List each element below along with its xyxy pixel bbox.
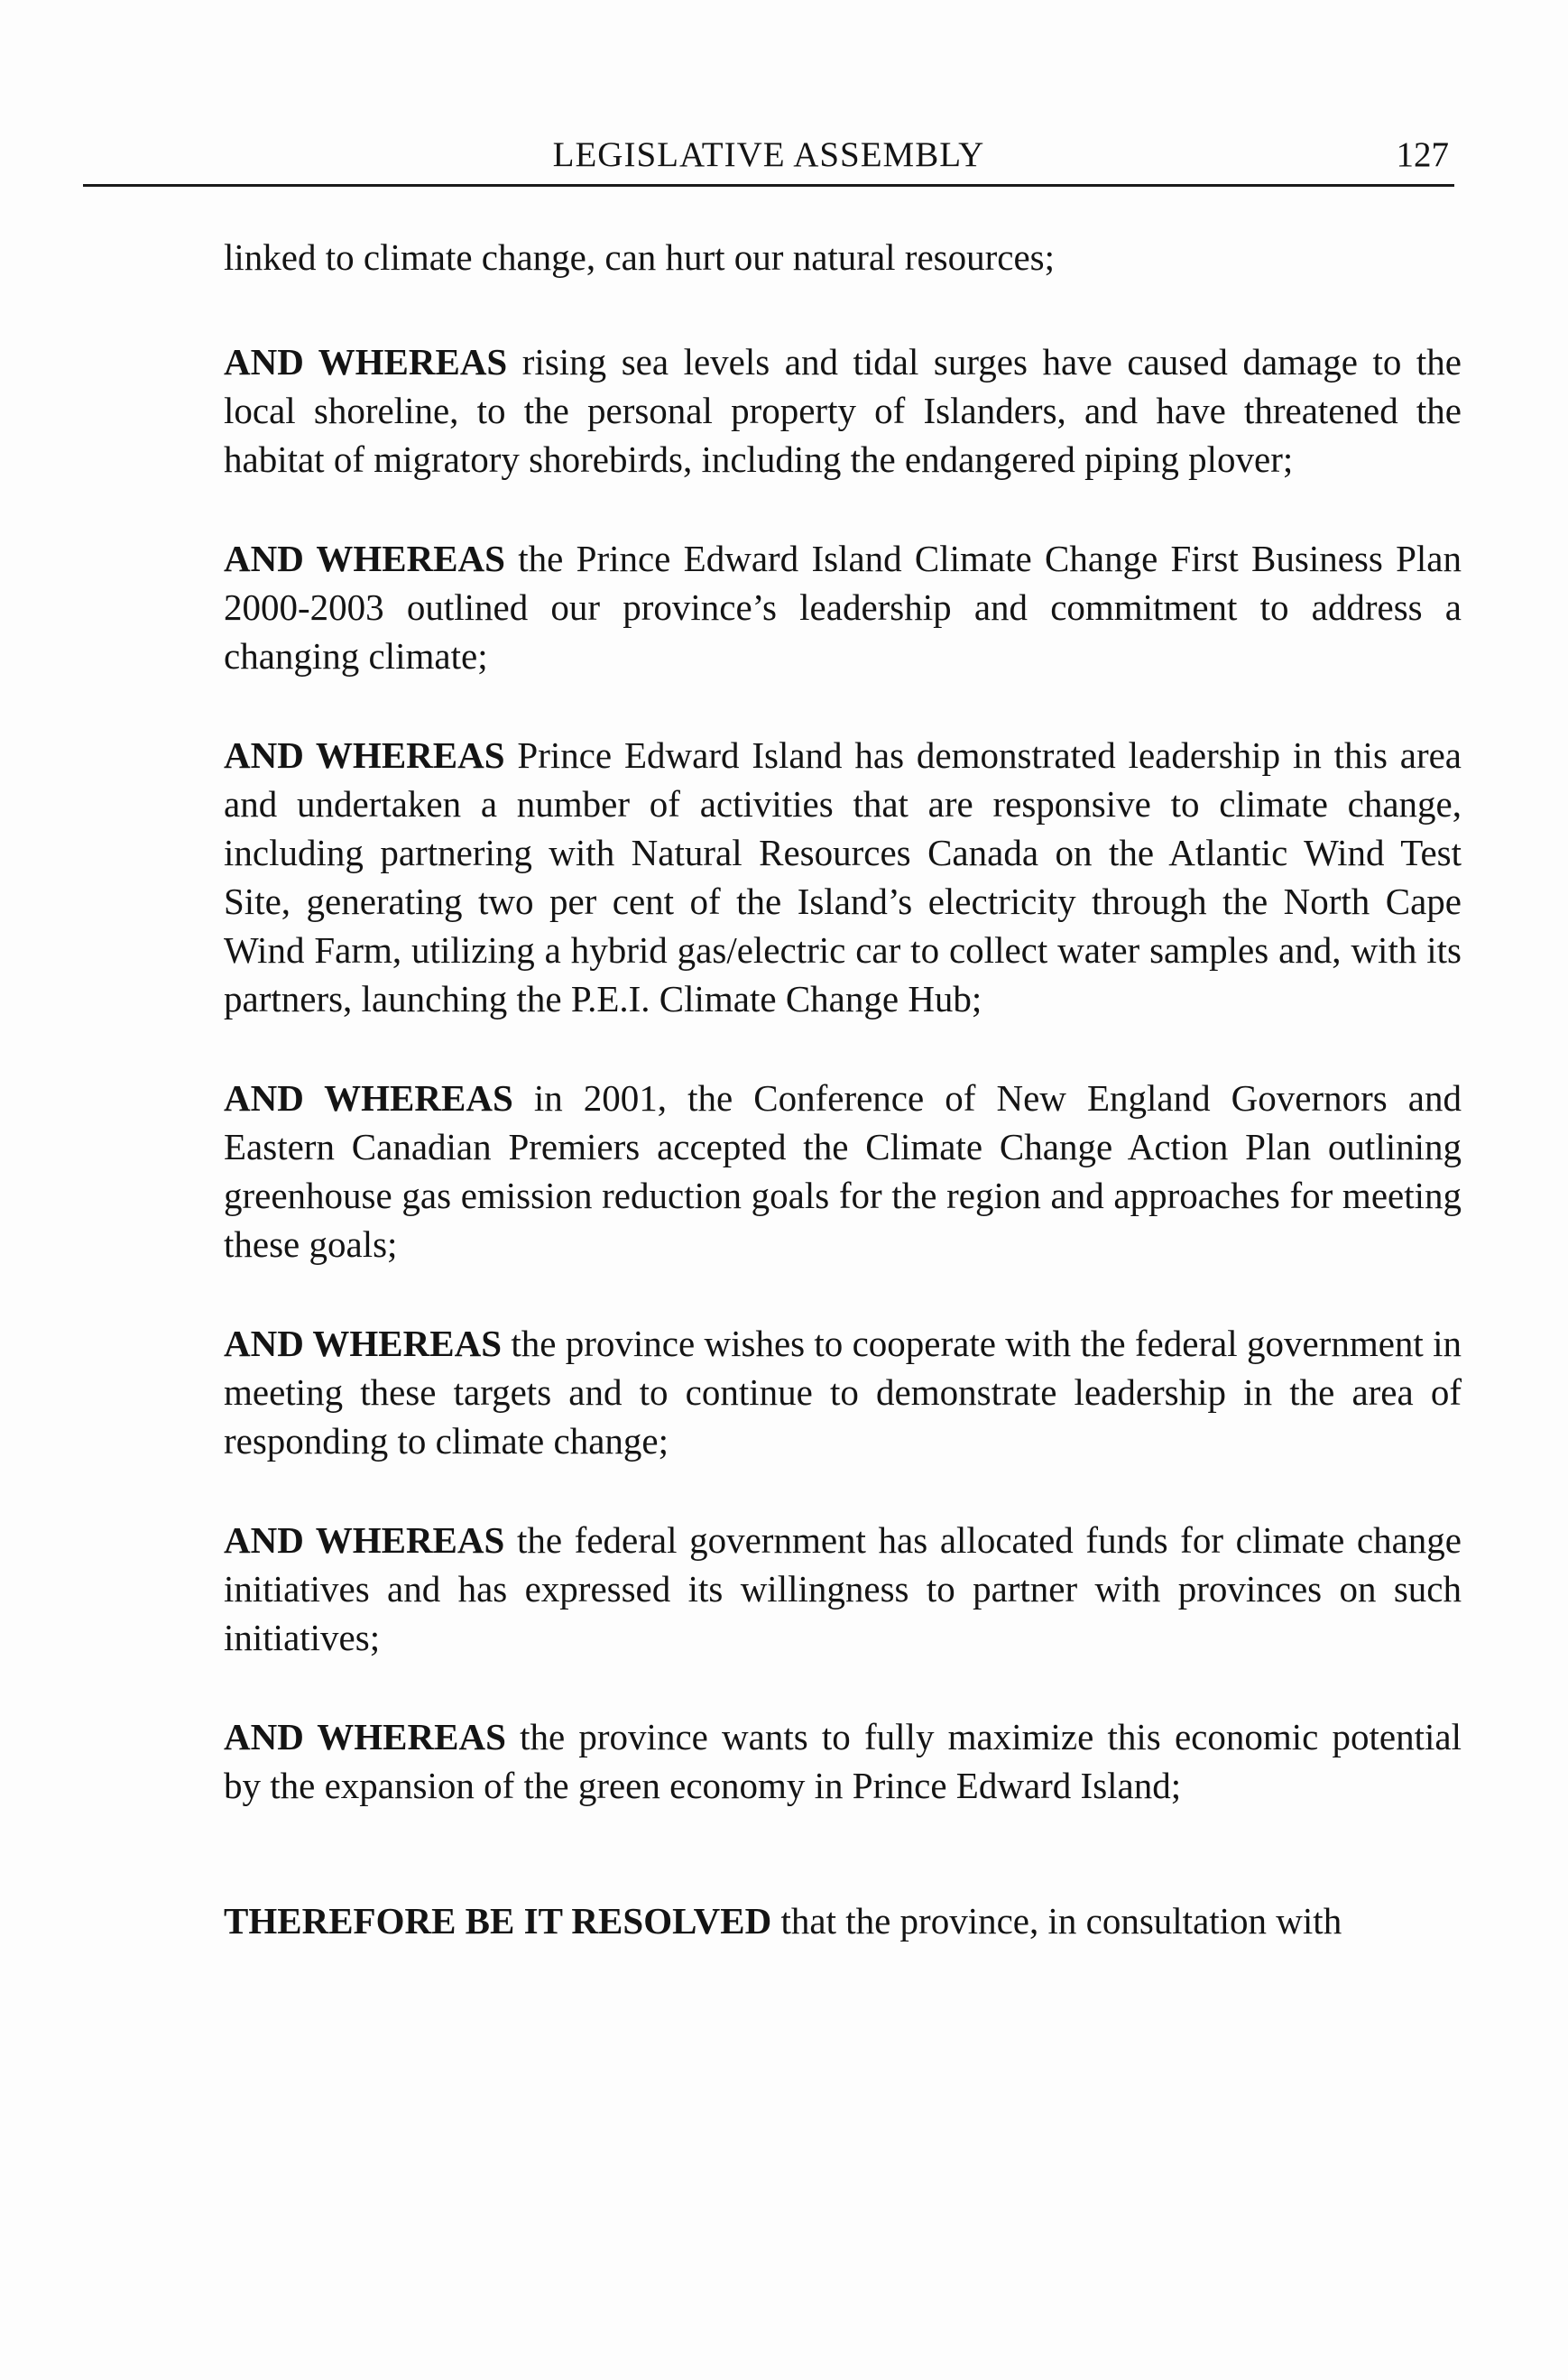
paragraph-continuation [224, 233, 1462, 281]
document-body [224, 233, 1462, 1996]
paragraph-lead: AND WHEREAS [224, 341, 508, 383]
whereas-paragraph [224, 731, 1462, 1023]
paragraph-lead: AND WHEREAS [224, 1323, 503, 1364]
whereas-paragraph [224, 337, 1462, 484]
resolution-paragraph [224, 1896, 1462, 1945]
paragraph-text: linked to climate change, can hurt our natural resources; [224, 236, 1055, 278]
paragraph-lead: AND WHEREAS [224, 734, 505, 776]
paragraph-text: Prince Edward Island has demonstrated leadership in this area and undertaken a number of activities that are responsive to climate change, including partnering with Natural Resources Canada on the Atlantic Wind Test Site, generating two per cent of the Island’s electricity through the North Cape Wind Farm, utilizing a hybrid gas/electric car to collect water samples and, with its partners, launching the P.E.I. Climate Change Hub; [224, 734, 1462, 1019]
whereas-paragraph [224, 534, 1462, 680]
whereas-paragraph [224, 1074, 1462, 1268]
paragraph-lead: AND WHEREAS [224, 1519, 505, 1561]
running-title: LEGISLATIVE ASSEMBLY [552, 135, 985, 174]
paragraph-text: the province wants to fully maximize this economic potential by the expansion of the green economy in Prince Edward Island; [224, 1716, 1462, 1806]
whereas-paragraph [224, 1319, 1462, 1465]
paragraph-text: the federal government has allocated funds for climate change initiatives and has expressed its willingness to partner with provinces on such initiatives; [224, 1519, 1462, 1658]
paragraph-lead: AND WHEREAS [224, 1716, 506, 1757]
paragraph-text: that the province, in consultation with [771, 1900, 1342, 1942]
whereas-paragraph [224, 1712, 1462, 1810]
page-number: 127 [1396, 135, 1449, 174]
paragraph-lead: THEREFORE BE IT RESOLVED [224, 1900, 772, 1942]
paragraph-text: the Prince Edward Island Climate Change First Business Plan 2000-2003 outlined our province’s leadership and commitment to address a changing climate; [224, 538, 1462, 677]
whereas-paragraph [224, 1516, 1462, 1662]
running-header [83, 134, 1454, 187]
paragraph-text: in 2001, the Conference of New England Governors and Eastern Canadian Premiers accepted the Climate Change Action Plan outlining greenhouse gas emission reduction goals for the region and approaches for meeting these goals; [224, 1077, 1462, 1265]
paragraph-text: the province wishes to cooperate with the federal government in meeting these targets and to continue to demonstrate leadership in the area of responding to climate change; [224, 1323, 1462, 1462]
paragraph-lead: AND WHEREAS [224, 538, 505, 579]
paragraph-text: rising sea levels and tidal surges have caused damage to the local shoreline, to the personal property of Islanders, and have threatened the habitat of migratory shorebirds, including the endangered piping plover; [224, 341, 1462, 480]
paragraph-lead: AND WHEREAS [224, 1077, 513, 1119]
